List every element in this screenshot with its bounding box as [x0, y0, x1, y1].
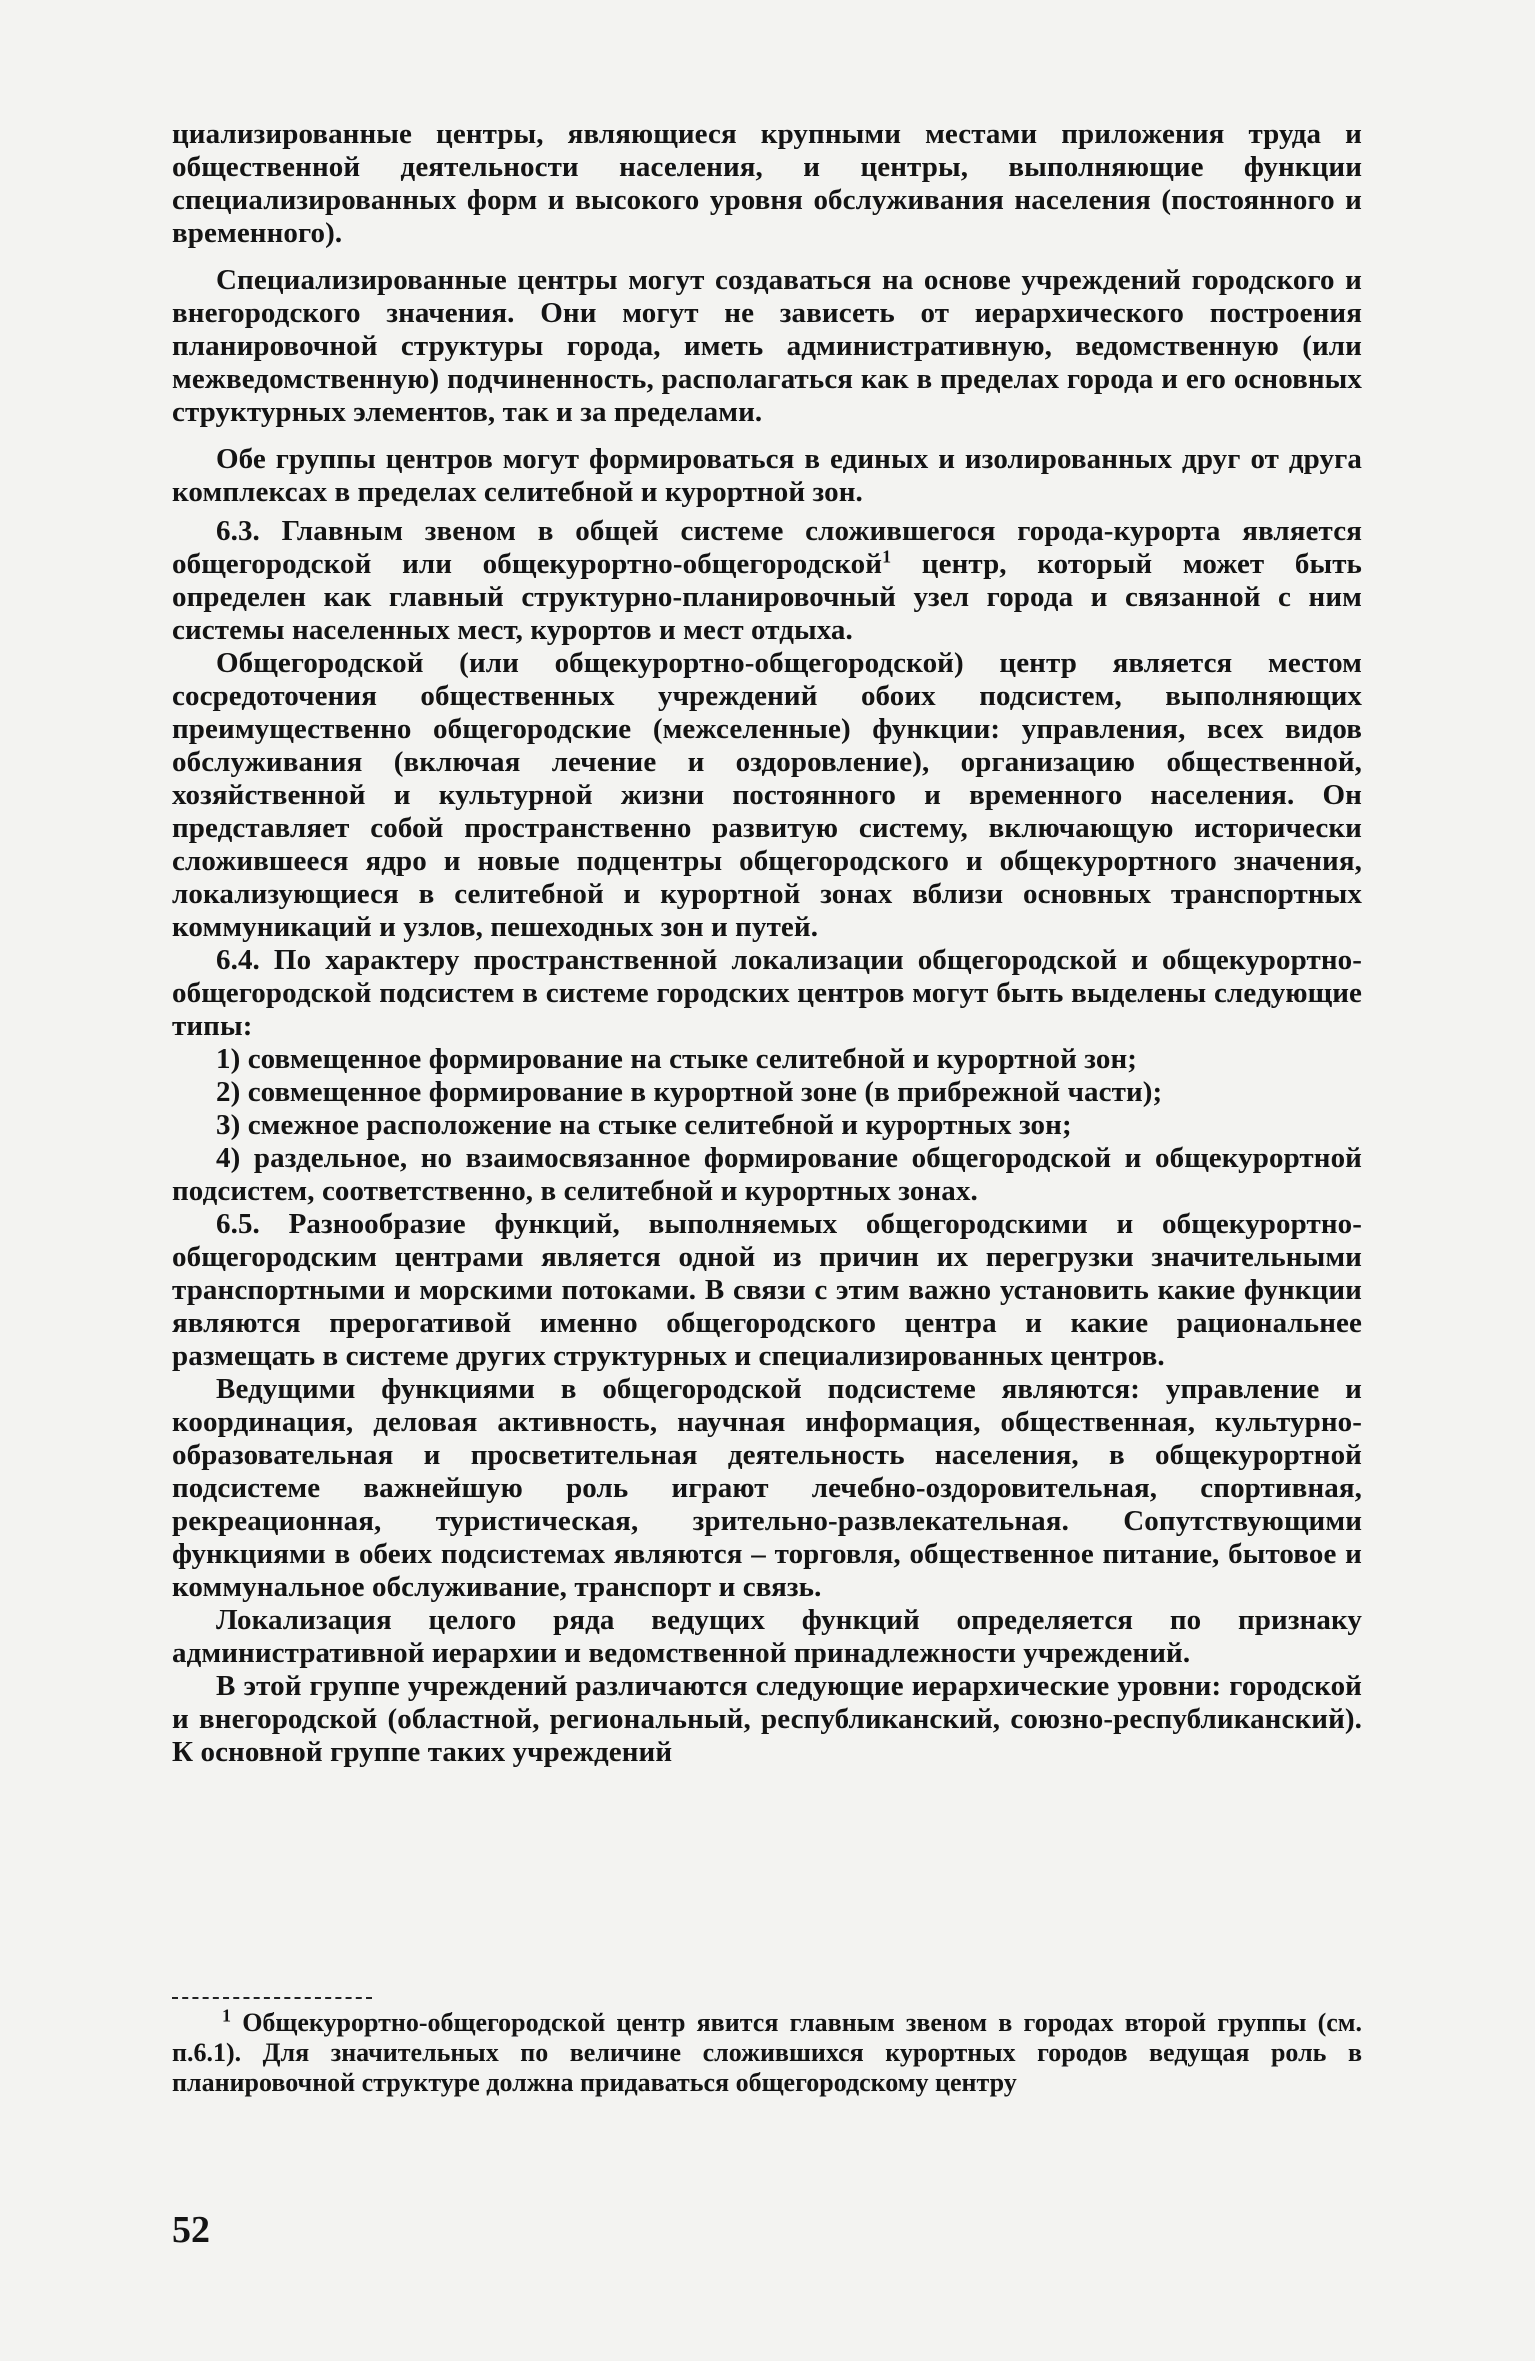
section-number: 6.5.	[216, 1208, 260, 1240]
page-number: 52	[172, 2209, 210, 2251]
paragraph: Локализация целого ряда ведущих функций определяется по признаку административной иерархии и ведомственной принадлежности учреждений.	[172, 1604, 1362, 1669]
footnote-mark: 1	[222, 2005, 231, 2026]
footnote-text: Общекурортно-общегородской центр явится главным звеном в городах второй группы (см. п.6.1). Для значительных по величине сложившихся курортных городов ведущая роль в планировочной структуре должна придаваться общегородскому центру	[172, 2008, 1362, 2097]
section-number: 6.4.	[216, 944, 260, 976]
footnote-divider	[172, 1997, 372, 1999]
paragraph: Ведущими функциями в общегородской подсистеме являются: управление и координация, деловая активность, научная информация, общественная, культурно-образовательная и просветительная деятельность населения, в общекурортной подсистеме важнейшую роль играют лечебно-оздоровительная, спортивная, рекреационная, туристическая, зрительно-развлекательная. Сопутствующими функциями в обеих подсистемах являются – торговля, общественное питание, бытовое и коммунальное обслуживание, транспорт и связь.	[172, 1373, 1362, 1603]
section-6-4	[172, 944, 1362, 1043]
list-item: 3) смежное расположение на стыке селитебной и курортных зон;	[216, 1109, 1072, 1141]
body-text	[172, 118, 1362, 1769]
footnote-reference[interactable]: 1	[882, 546, 892, 567]
paragraph-text: Разнообразие функций, выполняемых общегородскими и общекурортно-общегородским центрами является одной из причин их перегрузки значительными транспортными и морскими потоками. В связи с этим важно установить какие функции являются прерогативой именно общегородского центра и какие рациональнее размещать в системе других структурных и специализированных центров.	[172, 1208, 1362, 1372]
section-number: 6.3.	[216, 515, 260, 547]
section-6-3	[172, 515, 1362, 647]
paragraph: В этой группе учреждений различаются следующие иерархические уровни: городской и внегородской (областной, региональный, республиканский, союзно-республиканский). К основной группе таких учреждений	[172, 1670, 1362, 1768]
list-item: 2) совмещенное формирование в курортной зоне (в прибрежной части);	[216, 1076, 1163, 1108]
list-item: 1) совмещенное формирование на стыке селитебной и курортной зон;	[216, 1043, 1138, 1075]
paragraph: Специализированные центры могут создаваться на основе учреждений городского и внегородского значения. Они могут не зависеть от иерархического построения планировочной структуры города, иметь административную, ведомственную (или межведомственную) подчиненность, располагаться как в пределах города и его основных структурных элементов, так и за пределами.	[172, 264, 1362, 428]
paragraph: Обе группы центров могут формироваться в единых и изолированных друг от друга комплексах в пределах селитебной и курортной зон.	[172, 443, 1362, 508]
paragraph-text: По характеру пространственной локализации общегородской и общекурортно-общегородской подсистем в системе городских центров могут быть выделены следующие типы:	[172, 944, 1362, 1042]
list-item: 4) раздельное, но взаимосвязанное формирование общегородской и общекурортной подсистем, соответственно, в селитебной и курортных зонах.	[172, 1142, 1362, 1207]
paragraph-text: центр, который может быть определен как главный структурно-планировочный узел города и связанной с ним системы населенных мест, курортов и мест отдыха.	[172, 548, 1362, 646]
footnote	[172, 2005, 1362, 2098]
paragraph: Общегородской (или общекурортно-общегородской) центр является местом сосредоточения общественных учреждений обоих подсистем, выполняющих преимущественно общегородские (межселенные) функции: управления, всех видов обслуживания (включая лечение и оздоровление), организацию общественной, хозяйственной и культурной жизни постоянного и временного населения. Он представляет собой пространственно развитую систему, включающую исторически сложившееся ядро и новые подцентры общегородского и общекурортного значения, локализующиеся в селитебной и курортной зонах вблизи основных транспортных коммуникаций и узлов, пешеходных зон и путей.	[172, 647, 1362, 943]
paragraph-continuation: циализированные центры, являющиеся крупными местами приложения труда и общественной деятельности населения, и центры, выполняющие функции специализированных форм и высокого уровня обслуживания населения (постоянного и временного).	[172, 118, 1362, 249]
paragraph-text: Главным звеном в общей системе сложившегося города-курорта является общегородской или общекурортно-общегородской	[172, 515, 1362, 580]
section-6-5	[172, 1208, 1362, 1373]
